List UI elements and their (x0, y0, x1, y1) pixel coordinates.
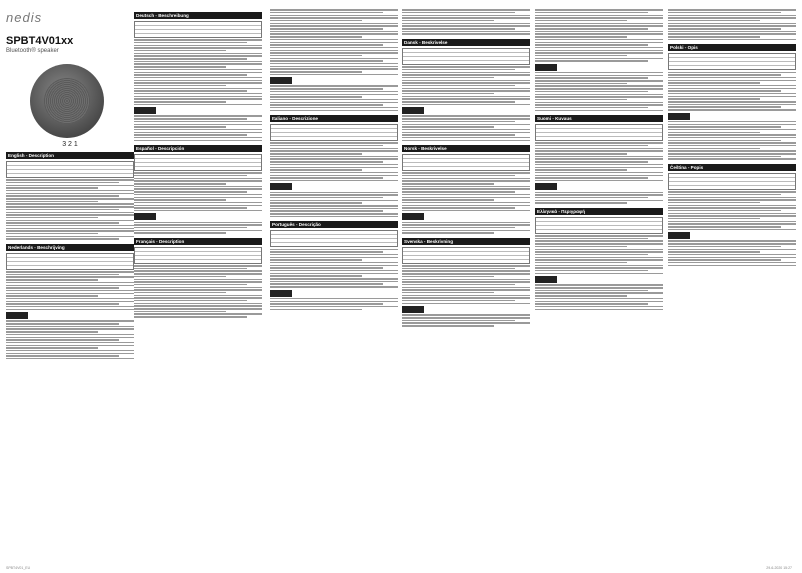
caution-label (6, 312, 28, 319)
section-heading: Français - Description (134, 238, 262, 245)
section-heading: Dansk - Beskrivelse (402, 39, 530, 46)
section-heading: Suomi - Kuvaus (535, 115, 663, 122)
brand-logo: nedis (6, 10, 43, 25)
column-5 (535, 8, 663, 560)
section-heading: Deutsch - Beschreibung (134, 12, 262, 19)
parts-table (6, 161, 134, 178)
section-heading: Norsk - Beskrivelse (402, 145, 530, 152)
column-3 (270, 8, 398, 560)
figure-number: 3 2 1 (62, 141, 78, 148)
section-heading: Português - Descrição (270, 221, 398, 228)
footer-timestamp: 29-6-2020 15:27 (766, 566, 792, 570)
speaker-illustration (30, 64, 104, 138)
section-heading: Čeština - Popis (668, 164, 796, 171)
model-number: SPBT4V01xx (6, 35, 74, 47)
section-heading: Svenska - Beskrivning (402, 238, 530, 245)
section-heading: Polski - Opis (668, 44, 796, 51)
footer-filename: SPBT4V01_EU (6, 566, 31, 570)
section-heading: Nederlands - Beschrijving (6, 244, 134, 251)
product-name: Bluetooth® speaker (6, 48, 59, 54)
section-heading: Italiano - Descrizione (270, 115, 398, 122)
section-heading: Ελληνικά - Περιγραφή (535, 208, 663, 215)
section-heading: English - Description (6, 152, 134, 159)
column-1 (6, 8, 134, 560)
column-6 (668, 8, 796, 560)
section-heading: Español - Descripción (134, 145, 262, 152)
column-4 (402, 8, 530, 560)
column-2 (134, 8, 262, 560)
